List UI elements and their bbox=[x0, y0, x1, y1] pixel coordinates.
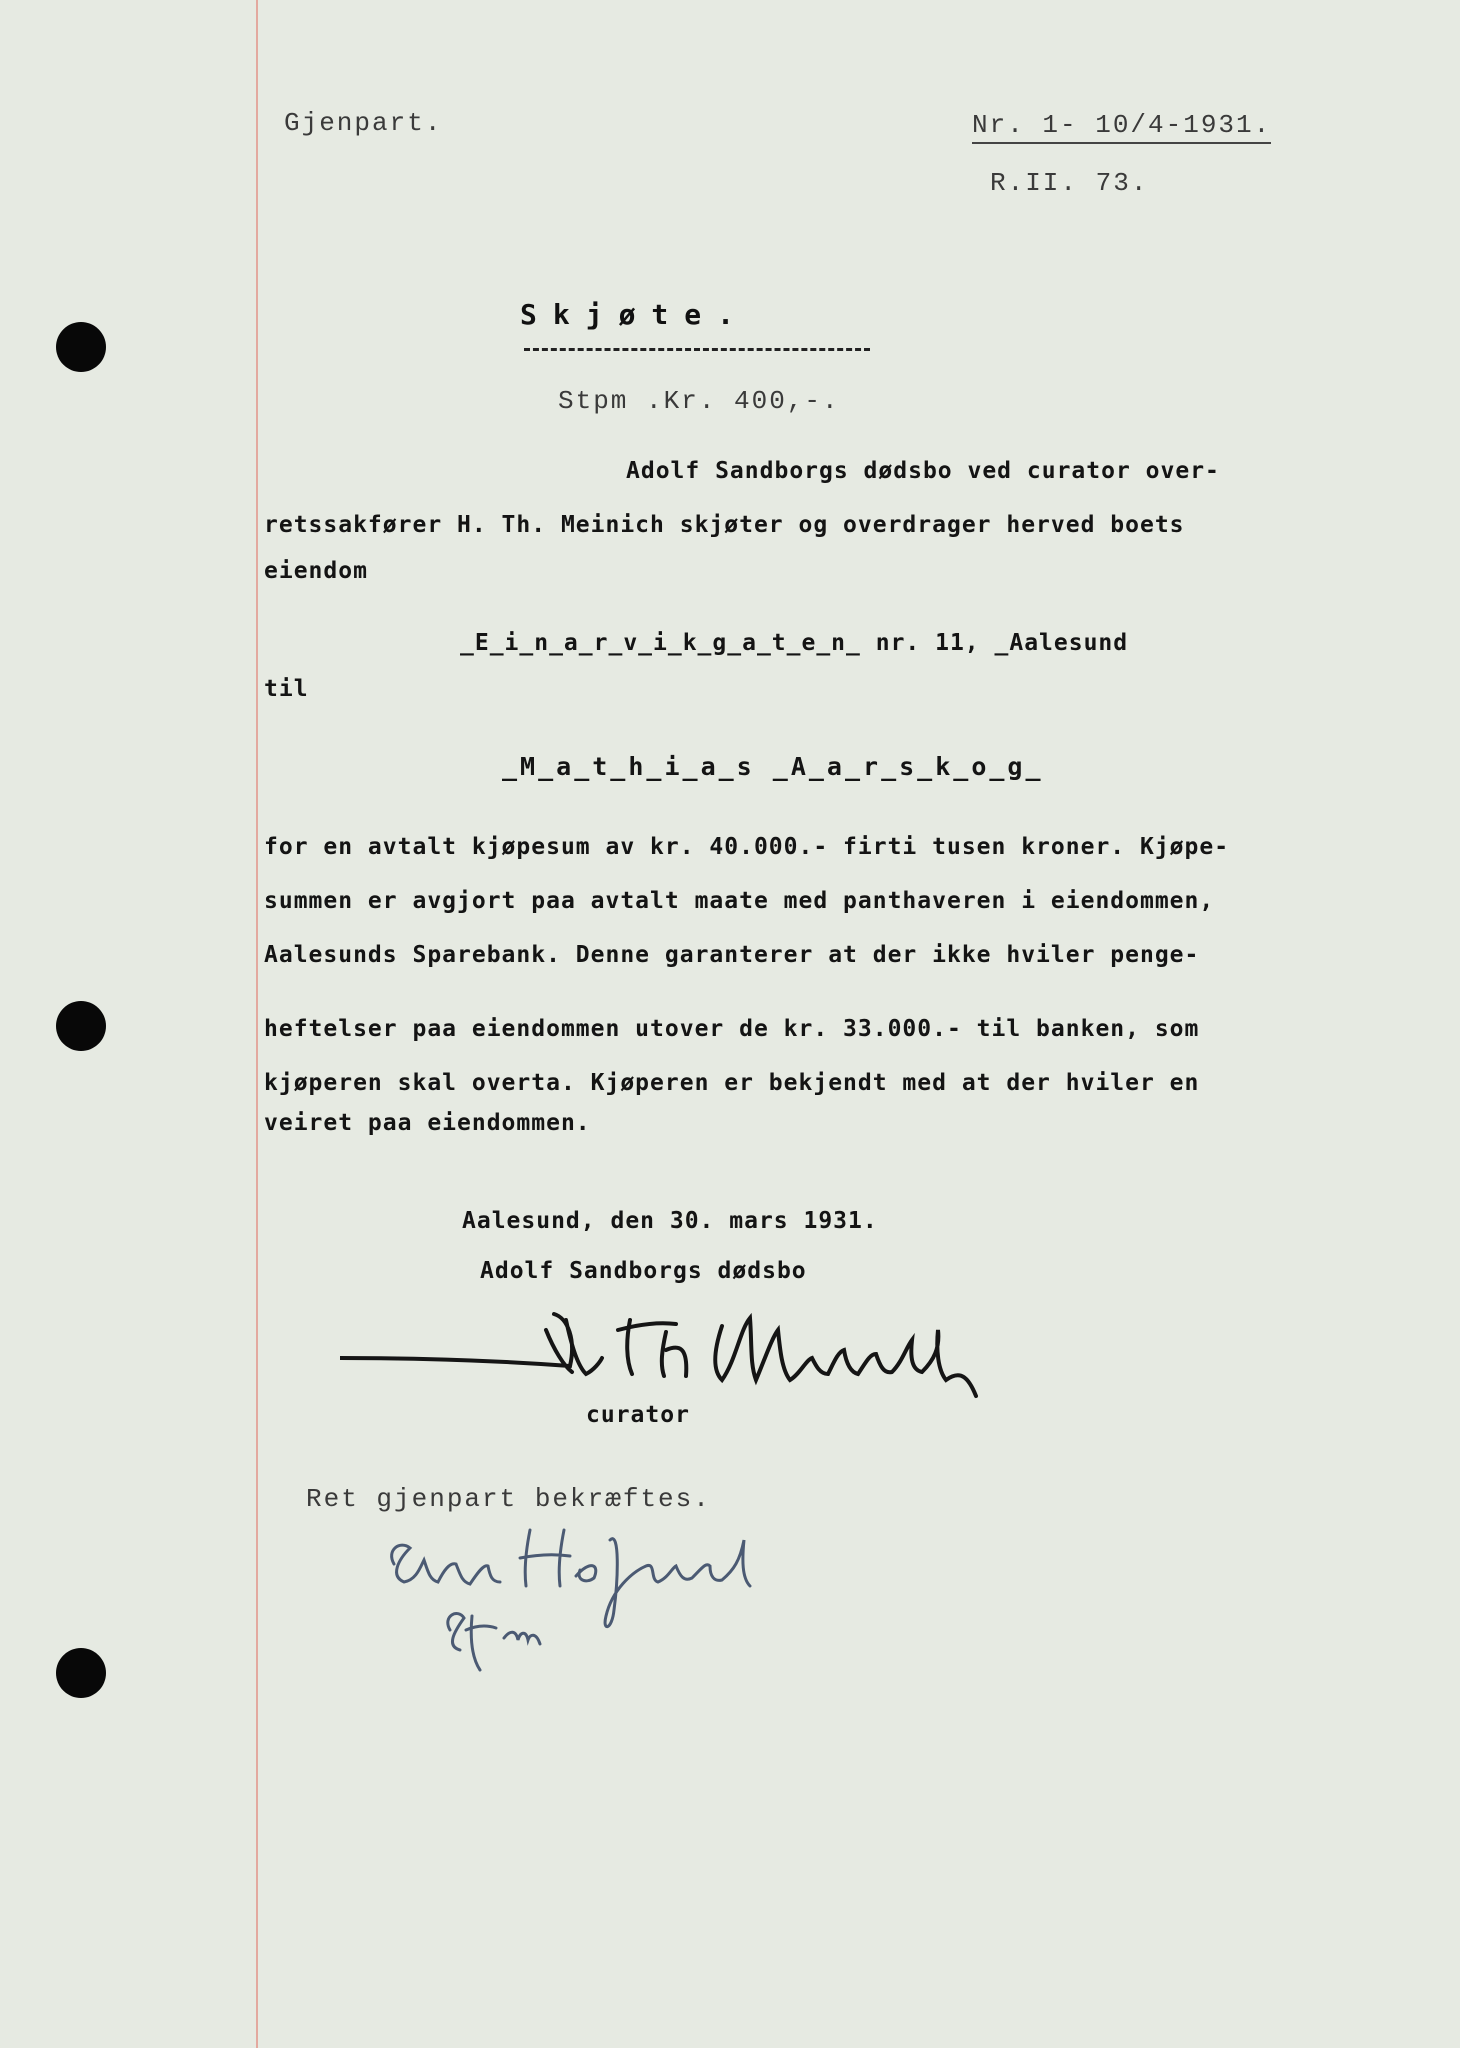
curator-label: curator bbox=[586, 1402, 690, 1428]
date-line: Aalesund, den 30. mars 1931. bbox=[462, 1208, 878, 1234]
body-line: veiret paa eiendommen. bbox=[264, 1110, 591, 1136]
margin-line bbox=[256, 0, 258, 2048]
stamp-duty: Stpm .Kr. 400,-. bbox=[558, 386, 840, 416]
body-line: kjøperen skal overta. Kjøperen er bekjendt med at der hviler en bbox=[264, 1070, 1200, 1096]
record-number: Nr. 1- 10/4-1931. bbox=[972, 110, 1271, 144]
register-reference: R.II. 73. bbox=[990, 168, 1149, 198]
gjenpart-label: Gjenpart. bbox=[284, 108, 443, 138]
punch-hole bbox=[56, 322, 106, 372]
body-line: heftelser paa eiendommen utover de kr. 33.000.- til banken, som bbox=[264, 1016, 1200, 1042]
title-underline bbox=[524, 348, 870, 351]
body-line: for en avtalt kjøpesum av kr. 40.000.- firti tusen kroner. Kjøpe- bbox=[264, 834, 1230, 860]
estate-name: Adolf Sandborgs dødsbo bbox=[480, 1258, 807, 1284]
body-line: summen er avgjort paa avtalt maate med panthaveren i eiendommen, bbox=[264, 888, 1215, 914]
property-line: _E_i_n_a_r_v_i_k_g_a_t_e_n_ nr. 11, _Aalesund bbox=[460, 630, 1129, 656]
til-label: til bbox=[264, 676, 309, 702]
body-line: Aalesunds Sparebank. Denne garanterer at der ikke hviler penge- bbox=[264, 942, 1200, 968]
paragraph-line: Adolf Sandborgs dødsbo ved curator over- bbox=[626, 458, 1220, 484]
paragraph-line: eiendom bbox=[264, 558, 368, 584]
document-title: Skjøte. bbox=[520, 298, 751, 331]
buyer-name: _M_a_t_h_i_a_s _A_a_r_s_k_o_g_ bbox=[502, 752, 1044, 781]
certification-signature bbox=[380, 1520, 800, 1680]
paragraph-line: retssakfører H. Th. Meinich skjøter og overdrager herved boets bbox=[264, 512, 1185, 538]
punch-hole bbox=[56, 1001, 106, 1051]
punch-hole bbox=[56, 1648, 106, 1698]
certification-text: Ret gjenpart bekræftes. bbox=[306, 1484, 711, 1514]
